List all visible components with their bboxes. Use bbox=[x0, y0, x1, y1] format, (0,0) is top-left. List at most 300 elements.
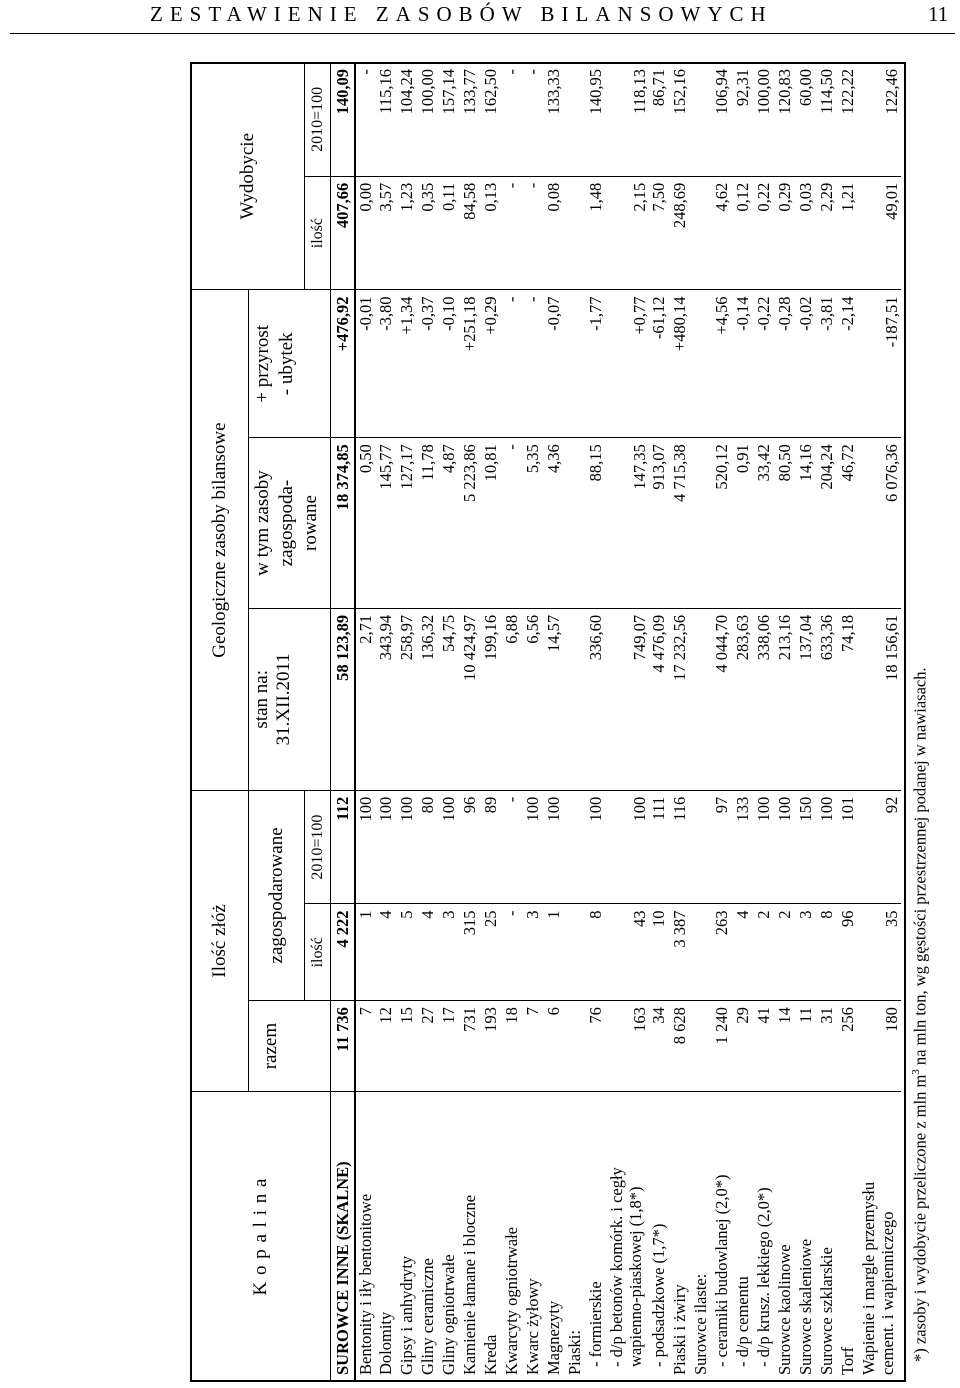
row-name bbox=[502, 1092, 523, 1382]
table-row bbox=[397, 63, 418, 1382]
cell-wyd-ilosc: 0,03 bbox=[796, 176, 817, 290]
cell-zag-ilosc: 96 bbox=[838, 904, 859, 1001]
cell-zag-ilosc: 315 bbox=[460, 904, 481, 1001]
cell-w-tym: 520,12 bbox=[712, 438, 733, 609]
cell-w-tym: 127,17 bbox=[397, 438, 418, 609]
cell-w-tym: - bbox=[502, 438, 523, 609]
cell-zag-index: 89 bbox=[481, 790, 502, 904]
page-number: 11 bbox=[928, 2, 949, 26]
cell-w-tym: 0,91 bbox=[733, 438, 754, 609]
stan-na-date: 31.XII.2011 bbox=[273, 653, 294, 746]
row-name bbox=[523, 1092, 544, 1382]
row-name-text: Dolomity bbox=[375, 1311, 395, 1375]
przyrost-line1: + przyrost bbox=[252, 324, 273, 403]
cell-zag-ilosc: 43 bbox=[607, 904, 649, 1001]
header-rule bbox=[10, 33, 955, 34]
row-name-text: - d/p krusz. lekkiego (2,0*) bbox=[753, 1187, 773, 1367]
cell-stan: 258,97 bbox=[397, 608, 418, 790]
cell-zag-ilosc: 5 bbox=[397, 904, 418, 1001]
footnote bbox=[910, 667, 931, 1362]
cell-w-tym: 145,77 bbox=[376, 438, 397, 609]
cell-przyrost: -2,14 bbox=[838, 290, 859, 438]
cell-wyd-ilosc: 0,08 bbox=[544, 176, 565, 290]
col-zag-ilosc: ilość bbox=[305, 904, 331, 1001]
cell-zag-ilosc: 35 bbox=[859, 904, 901, 1001]
cell-zag-ilosc: 2 bbox=[754, 904, 775, 1001]
cell-zag-index: 100 bbox=[754, 790, 775, 904]
cell-wyd-index: 162,50 bbox=[481, 63, 502, 177]
row-name bbox=[355, 1092, 376, 1382]
cell-w-tym: 5,35 bbox=[523, 438, 544, 609]
row-name bbox=[607, 1092, 649, 1382]
row-name-text-line2: cement. i wapienniczego bbox=[877, 1211, 897, 1375]
cell-przyrost: -3,81 bbox=[817, 290, 838, 438]
cell-wyd-ilosc: 0,13 bbox=[481, 176, 502, 290]
cell-zag-ilosc: 3 bbox=[796, 904, 817, 1001]
cell-stan: 10 424,97 bbox=[460, 608, 481, 790]
table-row bbox=[838, 63, 859, 1382]
cell-stan: 283,63 bbox=[733, 608, 754, 790]
row-name bbox=[418, 1092, 439, 1382]
cell-zag-ilosc: 3 bbox=[523, 904, 544, 1001]
page-header: ZESTAWIENIE ZASOBÓW BILANSOWYCH bbox=[150, 2, 773, 26]
cell-w-tym: 6 076,36 bbox=[859, 438, 901, 609]
table-row bbox=[775, 63, 796, 1382]
cell-stan: 749,07 bbox=[607, 608, 649, 790]
cell-razem: 34 bbox=[649, 1001, 670, 1092]
row-name-text: - d/p cementu bbox=[732, 1276, 752, 1367]
cell-wyd-ilosc: 0,11 bbox=[439, 176, 460, 290]
table-row bbox=[439, 63, 460, 1382]
row-name bbox=[376, 1092, 397, 1382]
cell-zag-index: 111 bbox=[649, 790, 670, 904]
table-row bbox=[418, 63, 439, 1382]
row-name bbox=[460, 1092, 481, 1382]
cell-wyd-ilosc: 0,29 bbox=[775, 176, 796, 290]
row-name-text: Bentonity i iły bentonitowe bbox=[355, 1193, 375, 1375]
cell-zag-ilosc: 4 bbox=[418, 904, 439, 1001]
row-name-text: Torf bbox=[837, 1346, 857, 1375]
col-zagospodarowane: zagospodarowane bbox=[249, 790, 305, 1000]
row-name-text: Magnezyty bbox=[543, 1300, 563, 1375]
cell-wyd-index: 106,94 bbox=[712, 63, 733, 177]
cell-stan: 137,04 bbox=[796, 608, 817, 790]
cell-w-tym: 80,50 bbox=[775, 438, 796, 609]
cell-razem: 29 bbox=[733, 1001, 754, 1092]
cell-zag-index: 116 bbox=[670, 790, 691, 904]
summary-row bbox=[331, 63, 355, 1382]
cell-razem: 1 240 bbox=[712, 1001, 733, 1092]
cell-w-tym bbox=[691, 438, 712, 609]
przyrost-line2: - ubytek bbox=[276, 332, 297, 396]
row-name-text: - ceramiki budowlanej (2,0*) bbox=[711, 1174, 731, 1367]
cell-w-tym: 204,24 bbox=[817, 438, 838, 609]
cell-stan bbox=[691, 608, 712, 790]
cell-przyrost: -3,80 bbox=[376, 290, 397, 438]
cell-zag-ilosc: 10 bbox=[649, 904, 670, 1001]
row-name bbox=[733, 1092, 754, 1382]
table-row bbox=[691, 63, 712, 1382]
cell-przyrost: -0,28 bbox=[775, 290, 796, 438]
cell-razem: 76 bbox=[586, 1001, 607, 1092]
resources-table bbox=[190, 62, 901, 1382]
cell-wyd-ilosc: 0,12 bbox=[733, 176, 754, 290]
table-row bbox=[859, 63, 901, 1382]
cell-w-tym: 4 715,38 bbox=[670, 438, 691, 609]
cell-stan: 136,32 bbox=[418, 608, 439, 790]
row-name bbox=[649, 1092, 670, 1382]
cell-stan bbox=[565, 608, 586, 790]
row-name bbox=[397, 1092, 418, 1382]
row-name bbox=[439, 1092, 460, 1382]
cell-w-tym: 0,50 bbox=[355, 438, 376, 609]
cell-zag-index: 100 bbox=[376, 790, 397, 904]
row-name-text: Surowce kaolinowe bbox=[774, 1244, 794, 1375]
cell-przyrost: -0,37 bbox=[418, 290, 439, 438]
cell-wyd-ilosc: 1,23 bbox=[397, 176, 418, 290]
row-name bbox=[754, 1092, 775, 1382]
cell-wyd-index: 157,14 bbox=[439, 63, 460, 177]
w-tym-line1: w tym zasoby bbox=[252, 470, 273, 576]
row-name bbox=[481, 1092, 502, 1382]
row-name bbox=[775, 1092, 796, 1382]
col-zag-index: 2010=100 bbox=[305, 790, 331, 904]
cell-stan: 17 232,56 bbox=[670, 608, 691, 790]
cell-zag-ilosc: 4 bbox=[733, 904, 754, 1001]
row-name-text: Kamienie łamane i bloczne bbox=[459, 1194, 479, 1375]
cell-stan: 14,57 bbox=[544, 608, 565, 790]
row-name bbox=[838, 1092, 859, 1382]
table-row bbox=[607, 63, 649, 1382]
cell-zag-ilosc: 2 bbox=[775, 904, 796, 1001]
cell-zag-index: 100 bbox=[607, 790, 649, 904]
row-name-text: Gliny ogniotrwałe bbox=[438, 1254, 458, 1375]
cell-wyd-index: 60,00 bbox=[796, 63, 817, 177]
row-name-text: - podsadzkowe (1,7*) bbox=[648, 1223, 668, 1367]
cell-stan: 633,36 bbox=[817, 608, 838, 790]
cell-razem: 18 bbox=[502, 1001, 523, 1092]
footnote-text: *) zasoby i wydobycie przeliczone z mln m bbox=[910, 1074, 930, 1362]
cell-wyd-ilosc: 7,50 bbox=[649, 176, 670, 290]
cell-wyd-index: - bbox=[355, 63, 376, 177]
col-kopalina: K o p a l i n a bbox=[191, 1092, 331, 1382]
cell-zag-ilosc: 3 387 bbox=[670, 904, 691, 1001]
summary-w-tym: 18 374,85 bbox=[331, 438, 355, 609]
col-w-tym bbox=[249, 438, 331, 609]
cell-zag-ilosc: 8 bbox=[817, 904, 838, 1001]
cell-wyd-ilosc: 2,15 bbox=[607, 176, 649, 290]
cell-stan: 4 044,70 bbox=[712, 608, 733, 790]
cell-przyrost: -0,22 bbox=[754, 290, 775, 438]
footnote-text-end: na mln ton, wg gęstości przestrzennej podanej w nawiasach. bbox=[910, 667, 930, 1070]
cell-przyrost: -0,02 bbox=[796, 290, 817, 438]
cell-przyrost: +251,18 bbox=[460, 290, 481, 438]
col-ilosc-zloz: Ilość złóż bbox=[191, 790, 249, 1091]
col-wyd-ilosc: ilość bbox=[305, 176, 331, 290]
cell-razem: 7 bbox=[355, 1001, 376, 1092]
cell-zag-ilosc: 1 bbox=[544, 904, 565, 1001]
cell-wyd-ilosc: 3,57 bbox=[376, 176, 397, 290]
cell-zag-index bbox=[565, 790, 586, 904]
cell-stan: 54,75 bbox=[439, 608, 460, 790]
cell-razem: 14 bbox=[775, 1001, 796, 1092]
row-name-text: - formierskie bbox=[585, 1281, 605, 1367]
cell-zag-index: 133 bbox=[733, 790, 754, 904]
rotated-table-area bbox=[190, 37, 940, 1382]
cell-przyrost: -1,77 bbox=[586, 290, 607, 438]
table-row bbox=[712, 63, 733, 1382]
cell-wyd-ilosc bbox=[691, 176, 712, 290]
row-name-text: Wapienie i margle przemysłu bbox=[858, 1181, 878, 1375]
cell-razem: 31 bbox=[817, 1001, 838, 1092]
cell-razem: 27 bbox=[418, 1001, 439, 1092]
summary-razem: 11 736 bbox=[331, 1001, 355, 1092]
table-row bbox=[649, 63, 670, 1382]
cell-wyd-index: 104,24 bbox=[397, 63, 418, 177]
cell-wyd-index: 152,16 bbox=[670, 63, 691, 177]
cell-w-tym: 4,87 bbox=[439, 438, 460, 609]
cell-wyd-index: 122,22 bbox=[838, 63, 859, 177]
col-wydobycie: Wydobycie bbox=[191, 63, 305, 290]
stan-na-label: stan na: bbox=[251, 669, 272, 729]
table-row bbox=[817, 63, 838, 1382]
cell-zag-index: 100 bbox=[817, 790, 838, 904]
cell-wyd-index: 120,83 bbox=[775, 63, 796, 177]
cell-wyd-index: 114,50 bbox=[817, 63, 838, 177]
cell-przyrost bbox=[565, 290, 586, 438]
summary-zag-index: 112 bbox=[331, 790, 355, 904]
table-row bbox=[544, 63, 565, 1382]
row-name-text: Kreda bbox=[480, 1334, 500, 1375]
cell-stan: 338,06 bbox=[754, 608, 775, 790]
row-name-text-line2: wapienno-piaskowej (1,8*) bbox=[625, 1186, 645, 1367]
cell-zag-index bbox=[691, 790, 712, 904]
summary-wyd-ilosc: 407,66 bbox=[331, 176, 355, 290]
cell-wyd-ilosc: 248,69 bbox=[670, 176, 691, 290]
footnote-superscript: 3 bbox=[910, 1069, 922, 1075]
cell-w-tym: 10,81 bbox=[481, 438, 502, 609]
cell-przyrost: +480,14 bbox=[670, 290, 691, 438]
row-name-text: Surowce szklarskie bbox=[816, 1247, 836, 1375]
cell-zag-index: 100 bbox=[439, 790, 460, 904]
row-name bbox=[586, 1092, 607, 1382]
cell-zag-index: 101 bbox=[838, 790, 859, 904]
cell-w-tym: 11,78 bbox=[418, 438, 439, 609]
row-name bbox=[670, 1092, 691, 1382]
row-name-text: Piaski: bbox=[564, 1330, 584, 1375]
table-row bbox=[733, 63, 754, 1382]
cell-przyrost: - bbox=[523, 290, 544, 438]
cell-zag-index: 100 bbox=[544, 790, 565, 904]
cell-w-tym bbox=[565, 438, 586, 609]
cell-zag-index: 100 bbox=[523, 790, 544, 904]
table-row bbox=[481, 63, 502, 1382]
cell-razem: 6 bbox=[544, 1001, 565, 1092]
cell-razem: 731 bbox=[460, 1001, 481, 1092]
cell-wyd-ilosc: 0,22 bbox=[754, 176, 775, 290]
table-body bbox=[331, 63, 901, 1382]
summary-wyd-index: 140,09 bbox=[331, 63, 355, 177]
cell-razem bbox=[565, 1001, 586, 1092]
table-row bbox=[796, 63, 817, 1382]
cell-razem: 8 628 bbox=[670, 1001, 691, 1092]
table-row bbox=[586, 63, 607, 1382]
cell-wyd-index: 115,16 bbox=[376, 63, 397, 177]
col-przyrost bbox=[249, 290, 331, 438]
summary-przyrost: +476,92 bbox=[331, 290, 355, 438]
cell-razem: 17 bbox=[439, 1001, 460, 1092]
cell-zag-index: 150 bbox=[796, 790, 817, 904]
row-name-text: Kwarcyty ogniotrwałe bbox=[501, 1227, 521, 1375]
cell-razem: 7 bbox=[523, 1001, 544, 1092]
cell-przyrost: -0,01 bbox=[355, 290, 376, 438]
cell-wyd-index: - bbox=[523, 63, 544, 177]
cell-wyd-index: 100,00 bbox=[754, 63, 775, 177]
cell-zag-index: 100 bbox=[586, 790, 607, 904]
cell-przyrost bbox=[691, 290, 712, 438]
row-name-text: Piaski i żwiry bbox=[669, 1284, 689, 1375]
table-header bbox=[191, 63, 331, 1382]
table-row bbox=[565, 63, 586, 1382]
cell-wyd-ilosc: 1,21 bbox=[838, 176, 859, 290]
cell-razem: 256 bbox=[838, 1001, 859, 1092]
cell-wyd-ilosc: 84,58 bbox=[460, 176, 481, 290]
table-row bbox=[376, 63, 397, 1382]
cell-zag-index: 100 bbox=[397, 790, 418, 904]
cell-razem: 12 bbox=[376, 1001, 397, 1092]
cell-przyrost: -187,51 bbox=[859, 290, 901, 438]
cell-wyd-ilosc: 4,62 bbox=[712, 176, 733, 290]
cell-przyrost: -0,14 bbox=[733, 290, 754, 438]
row-name bbox=[817, 1092, 838, 1382]
cell-przyrost: -61,12 bbox=[649, 290, 670, 438]
row-name bbox=[691, 1092, 712, 1382]
summary-name: SUROWCE INNE (SKALNE) bbox=[331, 1092, 355, 1382]
cell-stan: 343,94 bbox=[376, 608, 397, 790]
cell-wyd-ilosc: 0,00 bbox=[355, 176, 376, 290]
cell-zag-index: 92 bbox=[859, 790, 901, 904]
cell-przyrost: +0,77 bbox=[607, 290, 649, 438]
cell-zag-index: 97 bbox=[712, 790, 733, 904]
cell-zag-ilosc bbox=[691, 904, 712, 1001]
cell-stan: 336,60 bbox=[586, 608, 607, 790]
col-razem: razem bbox=[249, 1001, 331, 1092]
col-wyd-index: 2010=100 bbox=[305, 63, 331, 177]
cell-przyrost: +1,34 bbox=[397, 290, 418, 438]
cell-zag-ilosc: 8 bbox=[586, 904, 607, 1001]
col-geo-zasoby: Geologiczne zasoby bilansowe bbox=[191, 290, 249, 790]
cell-przyrost: +0,29 bbox=[481, 290, 502, 438]
row-name bbox=[544, 1092, 565, 1382]
row-name-text: Surowce ilaste: bbox=[690, 1273, 710, 1375]
cell-stan: 199,16 bbox=[481, 608, 502, 790]
cell-zag-index: - bbox=[502, 790, 523, 904]
cell-zag-ilosc bbox=[565, 904, 586, 1001]
table-row bbox=[502, 63, 523, 1382]
cell-wyd-index bbox=[691, 63, 712, 177]
cell-stan: 18 156,61 bbox=[859, 608, 901, 790]
cell-wyd-ilosc: - bbox=[523, 176, 544, 290]
cell-stan: 213,16 bbox=[775, 608, 796, 790]
cell-zag-ilosc: 1 bbox=[355, 904, 376, 1001]
row-name bbox=[565, 1092, 586, 1382]
row-name-text: Gliny ceramiczne bbox=[417, 1258, 437, 1375]
cell-w-tym: 913,07 bbox=[649, 438, 670, 609]
table-row bbox=[523, 63, 544, 1382]
cell-razem: 193 bbox=[481, 1001, 502, 1092]
cell-wyd-ilosc: 1,48 bbox=[586, 176, 607, 290]
cell-wyd-ilosc: 49,01 bbox=[859, 176, 901, 290]
row-name-text: - d/p betonów komórk. i cegły bbox=[606, 1167, 626, 1367]
cell-zag-index: 96 bbox=[460, 790, 481, 904]
summary-stan: 58 123,89 bbox=[331, 608, 355, 790]
cell-wyd-index: - bbox=[502, 63, 523, 177]
table-row bbox=[460, 63, 481, 1382]
cell-razem: 41 bbox=[754, 1001, 775, 1092]
cell-wyd-index: 92,31 bbox=[733, 63, 754, 177]
cell-w-tym: 4,36 bbox=[544, 438, 565, 609]
cell-stan: 6,88 bbox=[502, 608, 523, 790]
cell-w-tym: 88,15 bbox=[586, 438, 607, 609]
cell-wyd-index bbox=[565, 63, 586, 177]
cell-przyrost: -0,10 bbox=[439, 290, 460, 438]
cell-zag-ilosc: - bbox=[502, 904, 523, 1001]
cell-stan: 74,18 bbox=[838, 608, 859, 790]
cell-zag-ilosc: 25 bbox=[481, 904, 502, 1001]
row-name-text: Kwarc żyłowy bbox=[522, 1278, 542, 1375]
cell-wyd-index: 118,13 bbox=[607, 63, 649, 177]
cell-zag-index: 80 bbox=[418, 790, 439, 904]
row-name bbox=[859, 1092, 901, 1382]
table-row bbox=[355, 63, 376, 1382]
cell-wyd-index: 86,71 bbox=[649, 63, 670, 177]
cell-zag-index: 100 bbox=[355, 790, 376, 904]
cell-stan: 4 476,09 bbox=[649, 608, 670, 790]
cell-razem: 163 bbox=[607, 1001, 649, 1092]
table-row bbox=[754, 63, 775, 1382]
cell-zag-index: 100 bbox=[775, 790, 796, 904]
cell-razem: 180 bbox=[859, 1001, 901, 1092]
w-tym-line2: zagospoda- bbox=[276, 479, 297, 567]
cell-wyd-index: 133,33 bbox=[544, 63, 565, 177]
row-name bbox=[796, 1092, 817, 1382]
cell-wyd-ilosc: 2,29 bbox=[817, 176, 838, 290]
cell-w-tym: 14,16 bbox=[796, 438, 817, 609]
cell-wyd-ilosc: 0,35 bbox=[418, 176, 439, 290]
cell-zag-ilosc: 3 bbox=[439, 904, 460, 1001]
cell-razem: 11 bbox=[796, 1001, 817, 1092]
cell-stan: 2,71 bbox=[355, 608, 376, 790]
summary-zag-ilosc: 4 222 bbox=[331, 904, 355, 1001]
cell-zag-ilosc: 263 bbox=[712, 904, 733, 1001]
cell-zag-ilosc: 4 bbox=[376, 904, 397, 1001]
row-name-text: Surowce skaleniowe bbox=[795, 1238, 815, 1375]
cell-w-tym: 46,72 bbox=[838, 438, 859, 609]
cell-wyd-ilosc: - bbox=[502, 176, 523, 290]
cell-w-tym: 5 223,86 bbox=[460, 438, 481, 609]
cell-w-tym: 33,42 bbox=[754, 438, 775, 609]
cell-przyrost: - bbox=[502, 290, 523, 438]
w-tym-line3: rowane bbox=[300, 495, 321, 551]
row-name bbox=[712, 1092, 733, 1382]
cell-wyd-index: 100,00 bbox=[418, 63, 439, 177]
cell-razem: 15 bbox=[397, 1001, 418, 1092]
cell-wyd-index: 122,46 bbox=[859, 63, 901, 177]
cell-wyd-index: 140,95 bbox=[586, 63, 607, 177]
row-name-text: Gipsy i anhydryty bbox=[396, 1255, 416, 1375]
table-row bbox=[670, 63, 691, 1382]
cell-przyrost: -0,07 bbox=[544, 290, 565, 438]
